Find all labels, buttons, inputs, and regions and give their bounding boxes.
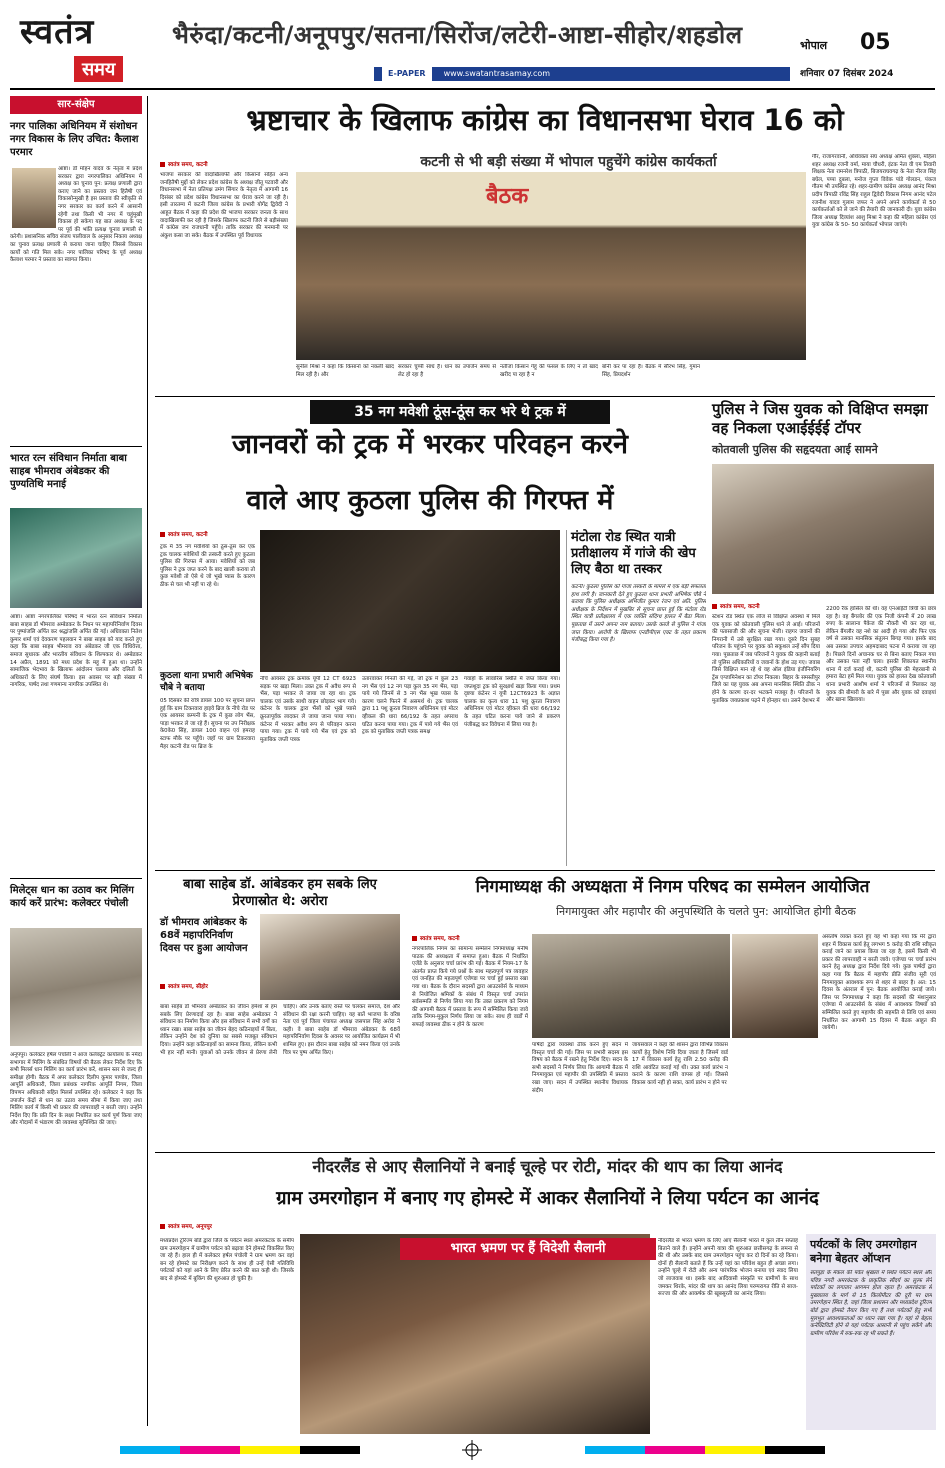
registration-marks-icon: [0, 1440, 945, 1460]
tourism-kicker: नीदरलैंड से आए सैलानियों ने बनाई चूल्हे पर रोटी, मांदर की थाप का लिया आनंद: [312, 1157, 783, 1176]
lead-col-3: सरकार चुप्पी साधे है। धान का उपार्जन समय से लेट हो रहा है: [398, 364, 496, 378]
tourism-col-1: मध्यप्रदेश टूरिज्म बोर्ड द्वारा जिले के पर्यटन स्थल अमरकंटक के समीप ग्राम उमरगोहान में ग्रामीण पर्यटन को बढ़ावा देने होमस्टे विकसित किए जा रहे हैं। हाल ही में कलेक्टर हर्षल पंचोली ने ग्राम भ्रमण कर वहां बन रहे होमस्टे का निरीक्षण करने के साथ ही उन्हें ऐसी गतिविधि पर्यटकों को यहां आने के लिए प्रेरित करने की बात कही थी। जिसके बाद से होमस्टे में बुकिंग की शुरुआत हो चुकी है।: [160, 1238, 294, 1282]
story-3-photo: [10, 928, 142, 1046]
nigam-col-3: जायसवाल ने कहा की शासन द्वारा विभिन्न विकास कार्यों हेतु विशेष निधि दिया जाता है जिसमें वार्ड 17 में विकास कार्य हेतु राशि 2.50 करोड़ की राशि आवंटित कराई गई थी। उक्त कार्य प्रारंभ न कराने के कारण राशि वापस हो गई। जिससे विकास कार्य नहीं हो सका, कार्य प्रारंभ न होने पर: [632, 1042, 728, 1086]
nigam-photo-2: [732, 934, 818, 1038]
story-3-headline[interactable]: मिलेट्स धान का उठाव कर मिलिंग कार्य करें प्रारंभ: कलेक्टर पंचोली: [10, 885, 134, 909]
ganja-box: [566, 530, 706, 866]
story-3-body: अनूपपुर। कलेक्टर हर्षल पंचोली ने आज कलेक्ट्रेट कार्यालय के नर्मदा सभागार में मिलिंग के संबंधित विषयों की बैठक लेकर निर्देश दिए कि सभी मिलर्स धान मिलिंग का कार्य प्रारंभ करें, शासन स्तर से जल्द ही समीक्षा होगी। बैठक में अपर कलेक्टर दिलीप कुमार पाण्डेय, जिला आपूर्ति अधिकारी, जिला प्रबंधक नागरिक आपूर्ति निगम, जिला विपणन अधिकारी सहित मिलर्स उपस्थित रहे। कलेक्टर ने कहा कि उपार्जन केंद्रों से धान का उठाव समय सीमा में किया जाए तथा मिलिंग कार्य में किसी भी प्रकार की लापरवाही न बरती जाए। उन्होंने निर्देश दिए कि प्रति दिन के लक्ष्य निर्धारित कर कार्य पूर्ण किया जाए और गोदामों में भंडारण की व्यवस्था सुनिश्चित की जाए।: [10, 1052, 142, 1127]
byline-text: स्वतंत्र समय, अनूपपुर: [168, 1224, 212, 1230]
logo-line-1: स्वतंत्र: [20, 12, 95, 52]
nigam-col-2: पार्षदों द्वारा व्यवस्था ठीक करने हुए सदन में विस्तृत चर्चा की गई। जिस पर प्रभारी सदस्य इस विषय को बैठक में रखने हेतु निर्देश दिए। सदन के सभी सदस्यों ने निर्णय लिया कि आगामी बैठक में निगमायुक्त एवं महापौर की उपस्थिति में प्रस्ताव रखा जाए। सदन में उपस्थित स्थानीय विधायक संदीप: [532, 1042, 628, 1094]
website-link[interactable]: www.swatantrasamay.com: [443, 69, 551, 78]
tourism-headline[interactable]: ग्राम उमरगोहान में बनाए गए होमस्टे में आकर सैलानियों ने लिया पर्यटन का आनंद: [276, 1188, 819, 1209]
police-photo: [712, 464, 934, 594]
lead-col-4: नतीजा किसान गेहूं की फसल के लिए न तो खाद खरीद पा रहा है न: [500, 364, 598, 378]
divider: [155, 870, 935, 871]
ambedkar-subhead: डॉ भीमराव आंबेडकर के 68वें महापरिनिर्वाण दिवस पर हुआ आयोजन: [160, 917, 248, 954]
section-header: सार-संक्षेप: [10, 96, 142, 114]
tourism-byline: [160, 1222, 212, 1230]
newspaper-logo: [20, 12, 160, 84]
column-divider: [147, 96, 148, 1426]
divider: [155, 396, 935, 397]
ambedkar-headline[interactable]: बाबा साहेब डॉ. आंबेडकर हम सबके लिए प्रेरणास्रोत थे: अरोरा: [183, 877, 377, 909]
tourism-photo: [300, 1234, 650, 1434]
left-column: [10, 96, 142, 1426]
photo-banner: भारत भ्रमण पर हैं विदेशी सैलानी: [400, 1238, 656, 1260]
nigam-headline[interactable]: निगमाध्यक्ष की अध्यक्षता में निगम परिषद का सम्मेलन आयोजित: [475, 877, 870, 897]
police-headline[interactable]: पुलिस ने जिस युवक को विक्षिप्त समझा वह निकला एआईईईई टॉपर: [712, 400, 928, 437]
nigam-subhead: निगमायुक्त और महापौर की अनुपस्थिति के चलते पुन: आयोजित होगी बैठक: [556, 905, 856, 918]
truck-col-1: ट्रक में 35 नग मवेशियों को ठूंस-ठूंस कर एक ट्रक चालक मवेशियों की तस्करी करते हुए कुठला पुलिस की गिरफ्त में आया। मवेशियों को जब पुलिस ने ट्रक जप्त करने के बाद खाली कराया तो कुछ मवेशी तो ऐसे थे जो भूखे प्यास के कारण ठीक से चल भी नहीं पा रहे थे।: [160, 544, 255, 588]
truck-col-1b: 05 दिसंबर की रात्रि डायल 100 पर सूचना प्राप्त हुई कि ग्राम टिकरवारा हाइवे ब्रिज के नीचे रोड पर एक आयसर कम्पनी के ट्रक में कुछ लोग भैंस, पाड़ा भरकर ले जा रहे हैं। सूचना पर उप निरीक्षक के0के0 सिंह, डायल 100 वाहन एवं हमराह स्टाफ मौके पर पहुँचे। जहाँ पर ग्राम टिकरवारा मैहर कटनी रोड पर ब्रिज के: [160, 698, 255, 750]
truck-byline: [160, 530, 208, 538]
issue-date: शनिवार 07 दिसंबर 2024: [800, 69, 894, 79]
sidebar-box-body: सतपुड़ा के मेकल की पर्वत श्रृंखला में स्थित पर्यटन स्थल और पवित्र नगरी अमरकंटक के प्राकृतिक सौंदर्य का लुत्फ लेने पर्यटकों का लगातार आगमन होता रहता है। अमरकंटक से मुख्यालय के मार्ग से 15 किलोमीटर की दूरी पर ग्राम उमरगोहान स्थित है, जहां जिला प्रशासन और मध्यप्रदेश टूरिज्म बोर्ड द्वारा होमस्टे तैयार किए गए हैं तथा पर्यटकों हेतु सभी मूलभूत आवश्यकताओं का ध्यान रखा गया है। यहां से बेहतर कनेक्टिविटी होने से यहां पर्यटक आसानी से पहुंच सकेंगे और ग्रामीण परिवेश में रुक-रुक रह भी सकते हैं।: [810, 1270, 932, 1337]
truck-kicker: 35 नग मवेशी ठूंस-ठूंस कर भरे थे ट्रक में: [310, 400, 610, 424]
story-2-photo: [10, 508, 142, 608]
nigam-photo-1: [532, 934, 730, 1038]
lead-col-6: गौर, राजागरवानी, अधिवक्ता संघ अध्यक्ष अमित शुक्ला, महिला शहर अध्यक्ष रजनी वर्मा, माया चौधरी, इंटक नेता वी एम तिवारी शिक्षक नेता रामनरेश त्रिपाठी, बिजयराघवगढ़ के नेता नीरज सिंह बघेल, पप्पा दुबला, मनोज गुप्ता विवेक पांडे गोलडन, पंकज गौतम भी उपस्थित रहे। शहर-ग्रामीण कांग्रेस अध्यक्ष आनंद मिश्रा प्रदीप त्रिपाठी रविंद्र सिंह राहुल द्विवेदी विकास निगम आनंद पटेल रजनीश यादव गुलाम जफर ने अपने अपने कार्यकर्ता से 50 कार्यकर्ताओं को ले जाने की तैयारी की जानकारी दी। युवा कांग्रेस जिला अध्यक्ष दिव्यांश आशु मिश्रा ने कहा की महिला कांग्रेस एवं युवा कांग्रेस के 50- 50 कार्यकर्ता भोपाल जाएंगे।: [812, 154, 936, 229]
print-color-bar: [0, 1440, 945, 1460]
logo-line-2: समय: [74, 56, 123, 82]
truck-col-2: नीचे आयसर ट्रक क्रमांक यूपी 12 CT 6923 सड़क पर खड़ा मिला। उक्त ट्रक में अवैध रूप से भैंस, पड़ा भरकर ले जाया जा रहा था। ट्रक चालक एवं उसके साथी वाहन छोड़कर भाग गये। कंटेनर के चालक द्वारा भैंसों को भूखे प्यासे क्रूरतापूर्वक लादकर ले जाया जाना पाया गया। कंटेनर में भरकर अवैध रूप से परिवहन करना पाया गया। ट्रक में पाये गये भैंस एवं ट्रक को मुताबिक जप्ती पत्रक: [260, 676, 356, 743]
lead-subhead: कटनी से भी बड़ी संख्या में भोपाल पहुचेंगे कांग्रेस कार्यकर्ता: [420, 154, 717, 170]
truck-headline-2[interactable]: वाले आए कुठला पुलिस की गिरफ्त में: [246, 485, 614, 516]
photo-spacer: [10, 166, 58, 230]
epaper-bar: [374, 67, 790, 81]
story-1-headline[interactable]: नगर पालिका अधिनियम में संशोधन नगर विकास के लिए उचित: कैलाश परमार: [10, 121, 139, 158]
tourism-sidebar-box: [806, 1234, 936, 1430]
divider: [155, 1152, 935, 1153]
page-number: 05: [860, 30, 891, 55]
police-story: [712, 400, 937, 457]
lead-col-1: भाजपा सरकार की वादाखिलाफी और किसानों सहित अन्य जनहितैषी मुद्दों को लेकर प्रदेश कांग्रेस के अध्यक्ष जीतू पटवारी और विधानसभा में नेता प्रतिपक्ष उमंग सिंगार के नेतृत्व में आगामी 16 दिसंबर को प्रदेश कांग्रेस विधानसभा का घेराव करने जा रही है। इसी तारतम्य में कटनी जिला कांग्रेस के प्रभारी योगेंद्र द्विवेदी ने आहूत बैठक में कहा की प्रदेश की भाजपा सरकार जनता के साथ वादाखिलाफी कर रही है जिसके खिलाफ कटनी जिले से बड़ीसंख्या में कांग्रेस जन राजधानी पहुँचे। ताकि सरकार की मनमानी पर अंकुश कसा जा सके। बैठक में उपस्थित पूर्व विधायक: [160, 172, 288, 239]
byline-text: स्वतंत्र समय, कटनी: [168, 162, 208, 168]
masthead-divider: [10, 88, 935, 90]
sidebar-box-title[interactable]: पर्यटकों के लिए उमरगोहान बनेगा बेहतर ऑप्शन: [810, 1238, 917, 1265]
divider: [10, 878, 142, 879]
ambedkar-body-a: बाबा साहेब डॉ भीमराव अम्बेडकर का जीवन हमेशा से हम सबके लिए प्रेरणादाई रहा है। बाबा साहेब अम्बेडकर ने संविधान का निर्माण किया और इस संविधान में सभी वर्गों का ध्यान रखा। बाबा साहेब का जीवन बेहद कठिनाइयों में बिता, लेकिन उन्होंने देश को दुनिया का सबसे मजबूत संविधान दिया। उन्होंने कहा कठिनाइयों का सामना किया, लेकिन कभी भी हार नहीं मानी। युवाओं को उनके जीवन से प्रेरणा लेनी चाहिए। और उनके बताए रास्ते पर चलकर समाज, देश और संविधान की रक्षा करनी चाहिए। यह बातें भाजपा के वरिष्ठ नेता एवं पूर्व जिला पंचायत अध्यक्ष जसपाल सिंह अरोरा ने कही। वे बाबा साहेब डॉ भीमराव अंबेडकर के 68वें महापरिनिर्वाण दिवस के अवसर पर आयोजित कार्यक्रम में भी शामिल हुए। इस दौरान बाबा साहेब को नमन किया एवं उनके चित्र पर पुष्प अर्पित किए।: [160, 1004, 400, 1056]
truck-photo: [260, 530, 560, 672]
police-subhead: कोतवाली पुलिस की सहृदयता आई सामने: [712, 443, 878, 456]
nigam-byline: [412, 934, 460, 942]
edition-name: भोपाल: [800, 39, 828, 52]
nigam-col-1: नगरपालिक निगम का सामान्य सम्मेलन निगमाध्यक्ष मनीष पाठक की अध्यक्षता में समाप्त हुआ। बैठक में निर्धारित एजेंडे के अनुसार चर्चा प्रारंभ की गई। बैठक में नियम-17 के अंतर्गत प्राप्त किये गये प्रश्नों के साथ महत्वपूर्ण पत्र व्यवहार एवं जनहित की महत्वपूर्ण एजेण्डा पर चर्चा हुई प्रस्ताव रखा गया था। बैठक के दौरान सदस्यों द्वारा आउटसोर्स के माध्यम से नियोजित श्रमिकों के संबंध में विस्तृत चर्चा उपरांत सर्वसम्मति से निर्णय लिया गया कि उक्त प्रकरण को निगम की आगामी बैठक में प्रस्ताव के रूप में सम्मिलित किया जावे ताकि निगम-मुकुल निर्णय लिया जा सके। साथ ही वार्डों में सफाई व्यवस्था ठीक न होने के कारण: [412, 946, 528, 1028]
police-byline: [712, 602, 760, 610]
photo-banner: बैठक: [486, 184, 529, 209]
nigam-col-4: असंतोष व्यक्त करते हुए यह भी कहा गया कि मेरे द्वारा शहर में विकास कार्य हेतु लगभग 5 करोड़ की राशि स्वीकृत कराई जाने का प्रयास किया जा रहा है, इसमें किसी भी प्रकार की लापरवाही न बरती जावे। एजेण्डा पर चर्चा प्रारंभ करने हेतु अध्यक्ष द्वारा निर्देश दिये गये। कुछ पार्षदों द्वारा कहा गया कि बैठक में महापौर प्रीति संजीव सूरी एवं निगमायुक्त आवश्यक रूप से शहर से बाहर है। अत: 15 दिवस के अंतराल में पुन: बैठक आयोजित कराई जाये। जिस पर निगमाध्यक्ष ने कहा कि सदस्यों की मंशानुसार एजेण्डा में आउटसोर्स के संबंध में आवश्यक विषयों को सम्मिलित करते हुए महापौर की सहमति से तिथि एवं समय निर्धारित कर आगामी 15 दिवस में बैठक आहूत की जायेगी।: [822, 934, 936, 1032]
truck-headline-1[interactable]: जानवरों को ट्रक में भरकर परिवहन करने: [232, 429, 628, 460]
masthead: [0, 0, 945, 90]
lead-byline: [160, 160, 208, 168]
lead-photo: [296, 172, 806, 360]
lead-col-5: बोनी कर पा रहा है। बैठक में सौरभ सिंह, गुमान सिंह, प्रियदर्शन: [602, 364, 700, 378]
story-2-headline[interactable]: भारत रत्न संविधान निर्माता बाबा साहब भीमराव अंबेडकर की पुण्यतिथि मनाई: [10, 453, 127, 490]
divider: [10, 446, 142, 447]
ambedkar-photo: [260, 914, 400, 1000]
tourism-col-2: नीदरलैंड से भारत भ्रमण के लिए आए सैलानी भारत में कुल तीन सप्ताह बिताने वाले हैं। इन्होंने अपनी यात्रा की शुरुआत छत्तीसगढ़ के लमना से की थी और उसके बाद ग्राम उमरगोहान पहुंच कर दो दिनों का रहे किया। दोनों ही सैलानी बताते हैं कि उन्हें यहां का परिवेश बहुत ही अच्छा लगा। उन्होंने चूल्हे में रोटी और अन्य पारंपरिक भोजन बनाया एवं स्वाद लिया जो लाजवाब था। इसके बाद आदिवासी संस्कृति पर ग्रामीणों के साथ जमकर थिरके, मांदर की थाप का आनंद लिया परम्परागत रीति से साज-सज्जा की और आकर्षक की खूबसूरती का आनंद लिया।: [658, 1238, 798, 1298]
lead-headline[interactable]: भ्रष्टाचार के खिलाफ कांग्रेस का विधानसभा घेराव 16 को: [246, 103, 844, 137]
ganja-headline[interactable]: मंटोला रोड स्थित यात्री प्रतीक्षालय में गांजे की खेप लिए बैठा था तस्कर: [571, 530, 696, 577]
truck-col-3: उतारवाकर गिनती की गई, जो ट्रक में कुल 23 नग भैंस एवं 12 नग पड़ा कुल 35 नग भैंस, पड़ा पाये गये जिनमें से 3 नग भैंस भूख प्यास के कारण चलने फिरने में असमर्थ थे। ट्रक चालक द्वारा 11 पशु क्रूरता निवारण अधिनियम एवं मोटर व्हीकल की धारा 66/192 के तहत अपराध घटित करना पाया गया। ट्रक में पाये गये भैंस एवं ट्रक को मुताबिक जप्ती पत्रक समक्ष: [362, 676, 458, 736]
story-1-text: आष्टा। डॉ मोहन यादव के नेतृत्व में प्रदेश सरकार द्वारा नगरपालिका अधिनियम में अध्यक्ष का चुनाव पुन: प्रत्यक्ष प्रणाली द्वारा कराए जाने का प्रस्ताव जन हितैषी एवं विकासोन्मुखी है इस प्रस्ताव की स्वीकृति से नगर सरकार का कार्य करने में आसानी रहेगी तथा किसी भी नगर में चहुंमुखी विकास हो सकेगा यह बात अध्यक्ष के पद पर पूर्व की भांति प्रत्यक्ष चुनाव प्रणाली से करेगी। प्रशासनिक सचिव संजय पालीवाल के अनुसार निकाय अध्यक्ष का चुनाव प्रत्यक्ष प्रणाली से कराया जाना चाहिए जिससे विकास कार्यों को गति मिल सके। नगर पालिका परिषद के पूर्व अध्यक्ष कैलाश परमार ने प्रस्ताव का स्वागत किया।: [10, 166, 142, 264]
ganja-body: कटनी। कुठला पुलिस को गांजा तस्करी के मामले में एक बड़ी सफलता हाथ लगी है। जानकारी देते हुए कुठला थाना प्रभारी अभिषेक चौबे ने बताया कि पुलिस अधीक्षक अभिजीत कुमार रंजन एवं अति. पुलिस अधीक्षक के निर्देशन में मुखबिर से सूचना प्राप्त हुई कि मंटोला रोड स्थित यात्री प्रतीक्षालय में एक व्यक्ति संदिग्ध हालत में बैठा मिला। पूछताछ में उसने अपना नाम बताया। उसके कब्जे से पुलिस ने गांजा जप्त किया। आरोपी के खिलाफ एनडीपीएस एक्ट के तहत प्रकरण पंजीबद्ध किया गया है।: [571, 584, 706, 644]
byline-text: स्वतंत्र समय, कटनी: [168, 532, 208, 538]
lead-col-2: सुनील मिश्रा ने कहा कि किसानों को नकली खाद मिल रही है। और: [296, 364, 394, 378]
byline-text: स्वतंत्र समय, कटनी: [420, 936, 460, 942]
cities-list: भैरुंदा/कटनी/अनूपपुर/सतना/सिरोंज/लटेरी-आष्टा-सीहोर/शहडोल: [172, 21, 743, 49]
police-col-2: 2200 रैंक हासिल की थी। वह एनआईटी त्रिची का छात्र रहा है। वह बैंगलोर की एक निजी कंपनी में 20 लाख रुपए के सालाना पैकेज की नौकरी भी कर रहा था, लेकिन बैंगलौर वह नशे का आदी हो गया और फिर एक वर्ष से उसका मानसिक संतुलन बिगड़ गया। इसके बाद अब उसका उपचार अहमदाबाद पटना में कराया जा रहा है। पिछले दिनों अचानक घर से बिना बताए निकल गया और उसका पता नहीं चला। इसकी शिकायत स्थानीय थाना में दर्ज कराई थी, कटनी पुलिस की मेहरबानी से हमारा बेटा हमें मिल गया। युवक को हालत देख कोतवाली थाना प्रभारी आशीष शर्मा ने परिजनों से मिलकर वह युवक की बीमारी के बारे में पूछा और युवक को दवाइयां और खाना खिलाया।: [826, 606, 936, 704]
police-col-1: स्टेशन रोड स्थित एक लॉज से विक्षिप्त अवस्था में मिले एक युवक को कोतवाली पुलिस थाने ले आई। परिजनों की पतासाजी की और सूचना भेजी। राहगर जवानों की निगरानी में उसे सुरक्षित रखा गया। दूसरे दिन सुबह परिजन के पहुंचने पर युवक को सकुशल उन्हें सौंप दिया गया। पूछताछ में जब परिजनों ने युवक की कहानी बताई तो पुलिस अधिकारियों व जवानों के होश उड़ गए। जवाब जिसे विक्षिप्त मान रहे थे वह ऑल इंडिया इंजीनियरिंग ट्रेंस एग्जामिनेशन का टॉपर निकला। बिहार के समस्तीपुर जिले का यह युवक अब अपना मानसिक स्थिति ठीक न होने के कारण दर-दर भटकने मजबूर है। परिजनों के मुताबिक जयप्रकाश पढ़ने में होनहार था। उसने देशभर में: [712, 614, 820, 704]
story-2-body: आष्टा। आष्टा नगरपालिका परिषद में भारत रत्न संविधान निर्माता बाबा साहब डॉ भीमराव अम्बेडकर के निधन पर महापरिनिर्वाण दिवस पर पुष्पांजलि अर्पित कर श्रद्धांजलि अर्पित की गई। अधिवक्ता नितेश कुमार शर्मा एवं देवकरण पहलवान ने बाबा साहब को याद करते हुए कहा कि बाबा साहब भीमराव राव अंबेडकर जी एक विधिवेत्ता, समाज सुधारक और भारतीय संविधान के शिल्पकार थे। अम्बेडकर 14 अप्रैल, 1891 को मध्य प्रदेश के महू में हुआ था। उन्होंने सामाजिक भेदभाव के खिलाफ आंदोलन चलाया और दलितों के अधिकारों के लिए संघर्ष किया। इस अवसर पर बड़ी संख्या में नागरिक, पार्षद तथा गणमान्य नागरिक उपस्थित थे।: [10, 614, 142, 689]
byline-text: स्वतंत्र समय, सीहोर: [168, 984, 208, 990]
byline-text: स्वतंत्र समय, कटनी: [720, 604, 760, 610]
epaper-label: E-PAPER: [382, 67, 432, 81]
truck-subhead: कुठला थाना प्रभारी अभिषेक चौबे ने बताया: [160, 671, 253, 693]
story-1-body: [10, 166, 142, 446]
truck-col-4: गवाहों के लावारिस स्थिति में जप्त किया गया। जप्तशुदा ट्रक को सुरक्षार्थ खड़ा किया गया। प्रथम दृष्टया कंटेनर नं यूपी 12CT6923 के अज्ञात चालक का कृत्य धारा 11 पशु क्रूरता निवारण अधिनियम एवं मोटर व्हीकल की धारा 66/192 के तहत घटित करना पाये जाने से प्रकरण पंजीबद्ध कर विवेचना में लिया गया है।: [464, 676, 560, 728]
ambedkar-byline: [160, 982, 208, 990]
